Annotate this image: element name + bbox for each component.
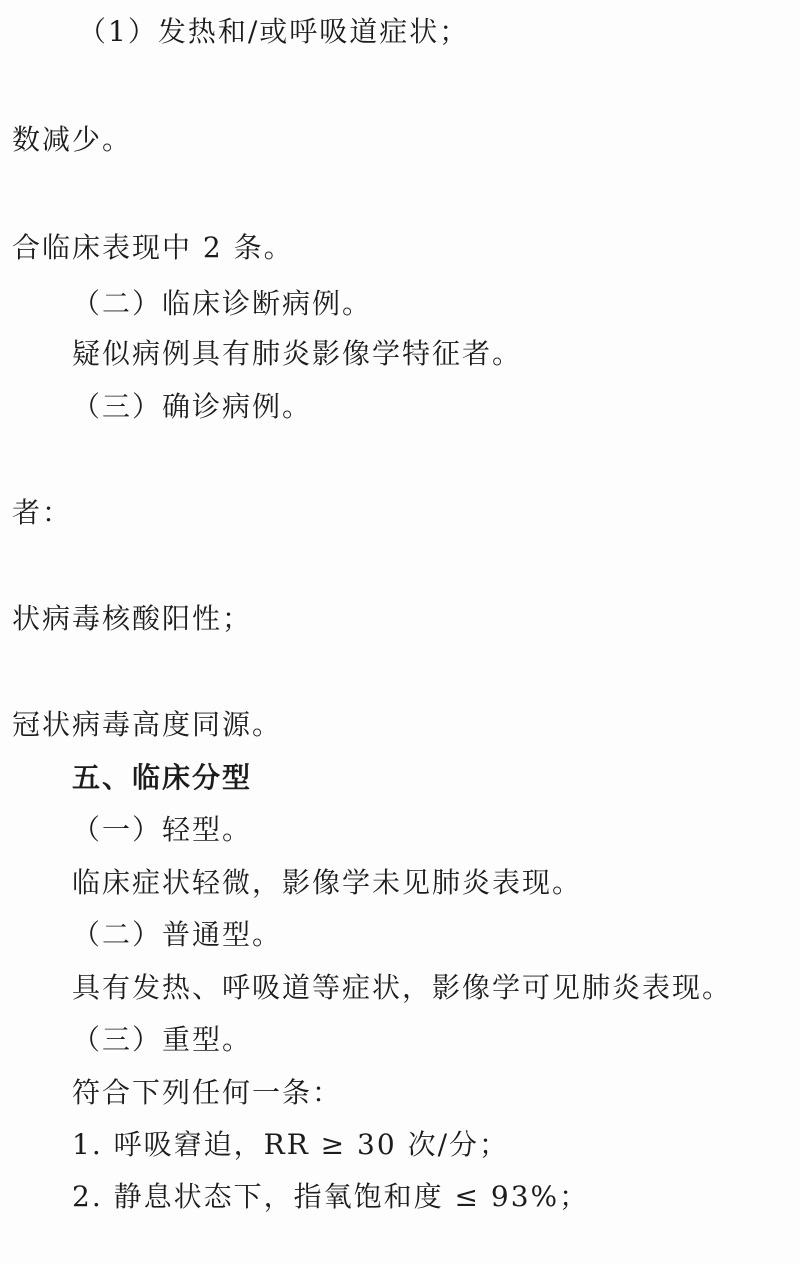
clinical-diagnosis-heading: （二）临床诊断病例。: [72, 287, 373, 320]
evidence-item-2-cont: 冠状病毒高度同源。: [12, 708, 283, 741]
confirmed-case-text: [72, 443, 800, 477]
severe-criterion-3: [72, 1226, 800, 1260]
suspected-case-rule-line: [72, 176, 800, 210]
confirmed-case-heading: （三）确诊病例。: [72, 390, 313, 423]
mild-type-text: 临床症状轻微，影像学未见肺炎表现。: [72, 866, 583, 899]
evidence-item-2: [78, 655, 800, 689]
severe-criterion-2: 2. 静息状态下，指氧饱和度 ≤ 93%；: [72, 1180, 590, 1213]
evidence-item-1-cont: 状病毒核酸阳性；: [12, 602, 253, 635]
severe-criterion-1: 1. 呼吸窘迫，RR ≥ 30 次/分；: [72, 1128, 510, 1161]
suspected-case-rule-line-cont: 合临床表现中 2 条。: [12, 231, 294, 264]
common-type-heading: （二）普通型。: [72, 918, 283, 951]
criterion-fever-line: （1）发热和/或呼吸道症状；: [78, 15, 470, 48]
severe-type-intro: 符合下列任何一条：: [72, 1076, 343, 1109]
mild-type-heading: （一）轻型。: [72, 813, 253, 846]
section-heading-clinical-types: 五、临床分型: [72, 761, 253, 794]
clinical-diagnosis-text: 疑似病例具有肺炎影像学特征者。: [72, 337, 523, 370]
severe-type-heading: （三）重型。: [72, 1023, 253, 1056]
evidence-item-1: [78, 549, 800, 583]
criterion-wbc-line-cont: 数减少。: [12, 123, 133, 156]
criterion-wbc-line: [78, 69, 800, 103]
common-type-text: 具有发热、呼吸道等症状，影像学可见肺炎表现。: [72, 971, 733, 1004]
confirmed-case-text-cont: 者：: [12, 496, 73, 529]
